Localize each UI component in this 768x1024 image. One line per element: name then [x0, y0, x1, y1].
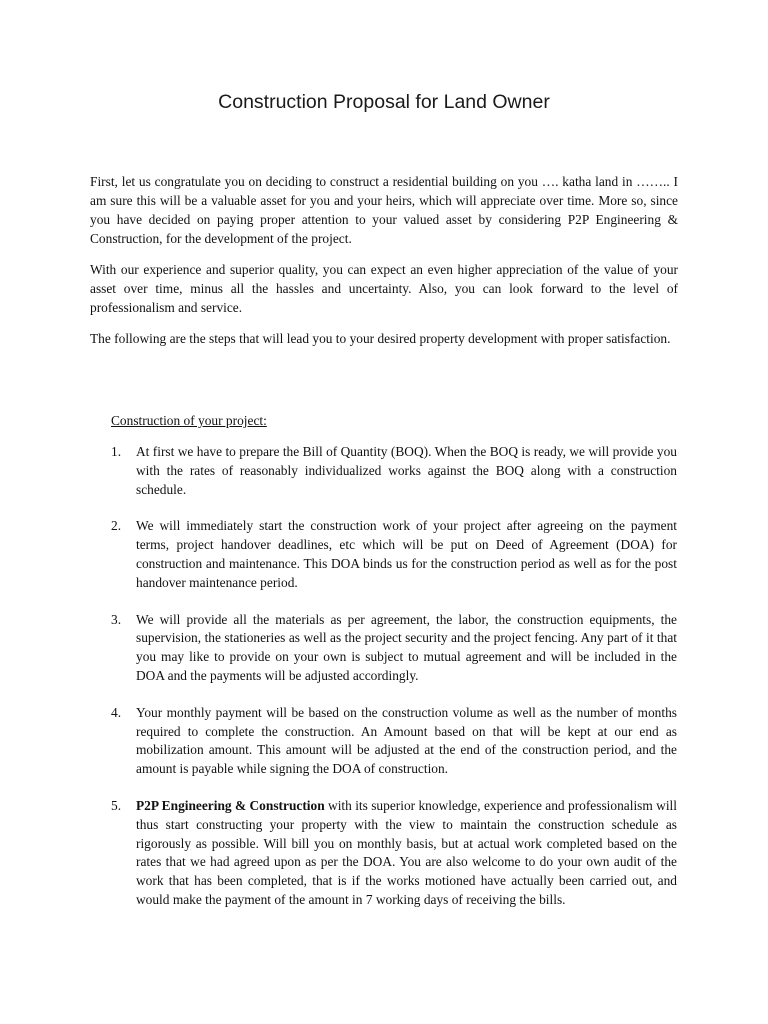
- list-item: [111, 797, 677, 910]
- list-item-number: 3.: [111, 611, 122, 627]
- list-item-number: 1.: [111, 444, 122, 459]
- intro-paragraph: First, let us congratulate you on deciding to construct a residential building on you …. katha land in …….. I am sure this will be a valuable asset for you and your heirs, which will appreciate over time. More so, since you have decided on paying proper attention to your valued asset by considering P2P Engineering & Construction, for the development of the project.: [90, 174, 678, 246]
- list-item-body-text: Your monthly payment will be based on the construction volume as well as the number of months required to complete the construction. An Amount based on that will be kept at our end as mobilization amount. This amount will be adjusted at the end of the construction period, and the amount is payable while signing the DOA of construction.: [136, 704, 677, 777]
- list-item-bold-text: P2P Engineering & Construction: [136, 797, 325, 813]
- intro-paragraph: The following are the steps that will lead you to your desired property development with proper satisfaction.: [90, 331, 671, 346]
- list-item-body-text: We will immediately start the construction work of your project after agreeing on the payment terms, project handover deadlines, etc which will be put on Deed of Agreement (DOA) for construction and maintenance. This DOA binds us for the construction period as well as for the post handover maintenance period.: [136, 518, 677, 590]
- list-item-number: 5.: [111, 797, 122, 813]
- list-item-text: [136, 444, 677, 497]
- list-item: [111, 517, 677, 592]
- list-item-number: 4.: [111, 704, 122, 720]
- list-item-body-text: with its superior knowledge, experience and professionalism will thus start constructing your property with the view to maintain the construction schedule as rigorously as possible. Will bill you on monthly basis, but at actual work completed based on the rates that we had agreed upon as per the DOA. You are also welcome to do your own audit of the work that has been completed, that is if the works motioned have actually been carried out, and would make the payment of the amount in 7 working days of receiving the bills.: [136, 797, 677, 907]
- document-title: Construction Proposal for Land Owner: [218, 91, 550, 113]
- section-heading: Construction of your project:: [111, 413, 267, 428]
- list-item-number: 2.: [111, 518, 122, 534]
- list-item: [111, 443, 677, 499]
- list-item-body-text: At first we have to prepare the Bill of Quantity (BOQ). When the BOQ is ready, we will provide you with the rates of reasonably individualized works against the BOQ along with a construction schedule.: [136, 444, 677, 497]
- list-item-text: [136, 612, 677, 683]
- list-item-text: [136, 705, 677, 776]
- intro-section: [90, 172, 678, 360]
- list-item: [111, 611, 677, 686]
- list-item-text: [136, 518, 677, 589]
- list-item: [111, 704, 677, 779]
- intro-paragraph: With our experience and superior quality, you can expect an even higher appreciation of the value of your asset over time, minus all the hassles and uncertainty. Also, you can look forward to the level of professionalism and service.: [90, 262, 678, 315]
- list-item-text: [136, 798, 677, 907]
- list-item-body-text: We will provide all the materials as per agreement, the labor, the construction equipments, the supervision, the stationeries as well as the project security and the project fencing. Any part of it that you may like to provide on your own is subject to mutual agreement and will be included in the DOA and the payments will be adjusted accordingly.: [136, 611, 677, 683]
- steps-list: [111, 443, 677, 928]
